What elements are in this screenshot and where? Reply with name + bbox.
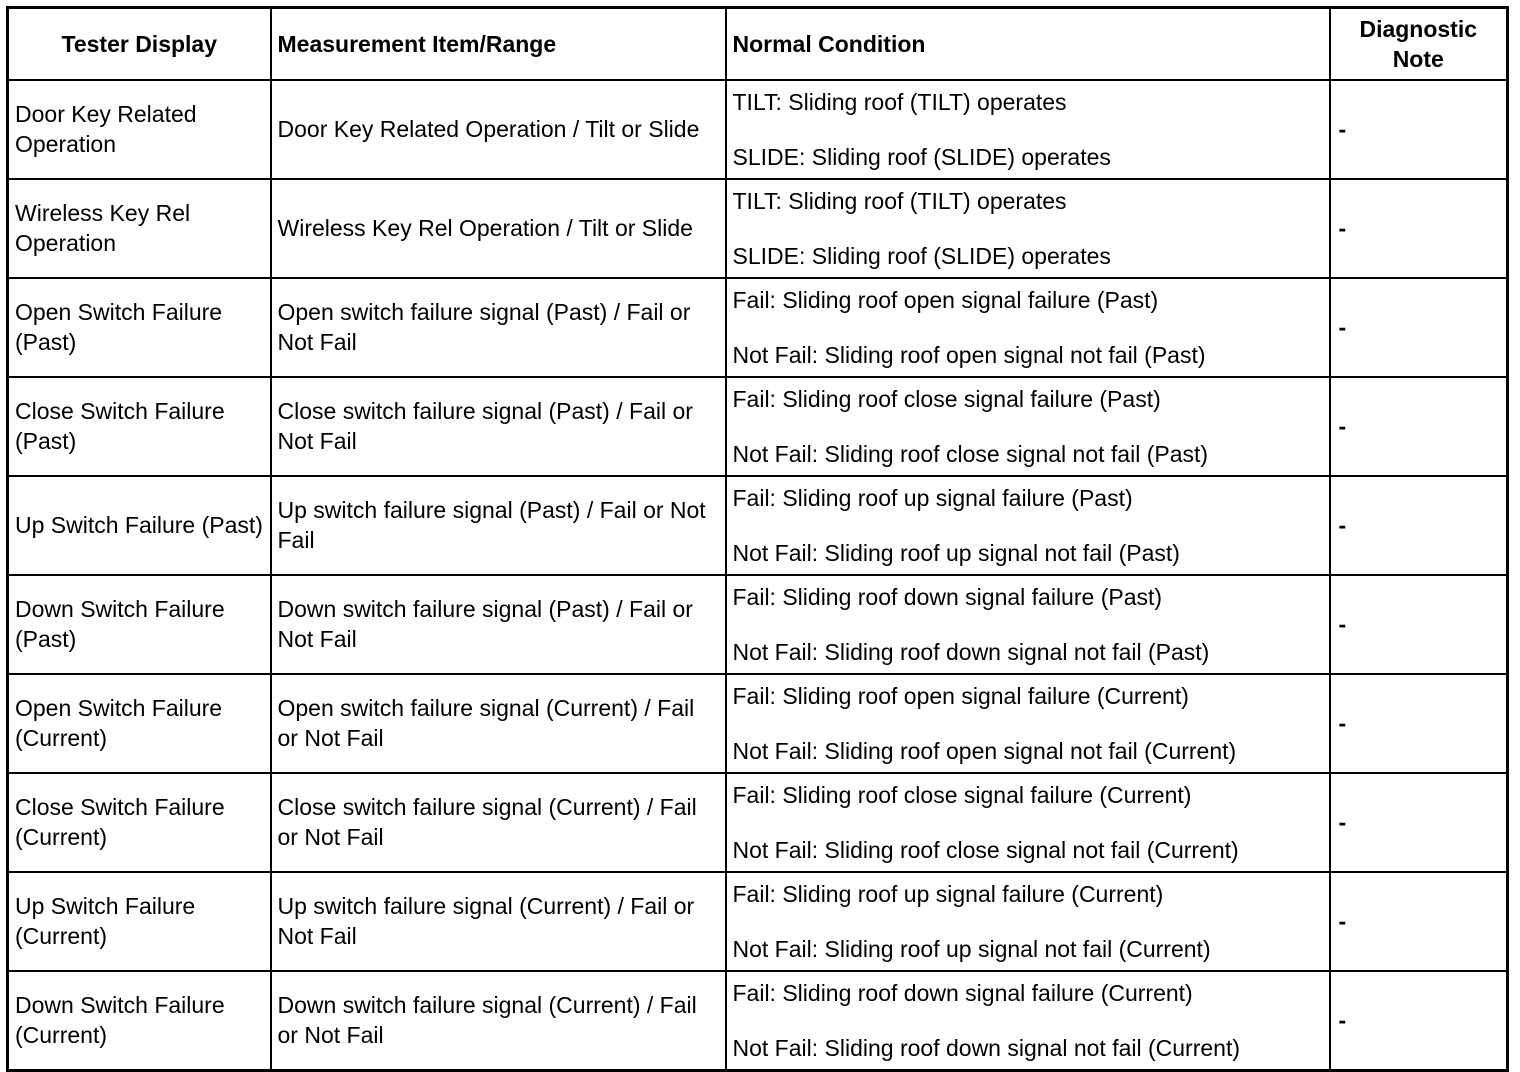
table-row [8, 575, 1508, 674]
table-row [8, 674, 1508, 773]
cell-tester-display: Up Switch Failure (Current) [8, 872, 271, 971]
header-diagnostic-note: Diagnostic Note [1330, 8, 1508, 80]
condition-line-first: TILT: Sliding roof (TILT) operates [732, 88, 1067, 115]
cell-tester-display: Door Key Related Operation [8, 80, 271, 179]
condition-line-first: Fail: Sliding roof open signal failure (Current) [732, 682, 1189, 709]
cell-measurement-item: Door Key Related Operation / Tilt or Slide [271, 80, 726, 179]
cell-diagnostic-note: - [1330, 971, 1508, 1071]
cell-measurement-item: Down switch failure signal (Past) / Fail or Not Fail [271, 575, 726, 674]
cell-measurement-item: Close switch failure signal (Current) / Fail or Not Fail [271, 773, 726, 872]
cell-diagnostic-note: - [1330, 773, 1508, 872]
cell-normal-condition [726, 179, 1330, 278]
condition-line-second: SLIDE: Sliding roof (SLIDE) operates [732, 242, 1111, 269]
table-row [8, 971, 1508, 1071]
cell-tester-display: Down Switch Failure (Past) [8, 575, 271, 674]
cell-tester-display: Close Switch Failure (Past) [8, 377, 271, 476]
condition-line-second: Not Fail: Sliding roof up signal not fail (Past) [732, 539, 1180, 566]
cell-measurement-item: Open switch failure signal (Past) / Fail or Not Fail [271, 278, 726, 377]
table-row [8, 80, 1508, 179]
cell-diagnostic-note: - [1330, 476, 1508, 575]
condition-line-second: Not Fail: Sliding roof close signal not fail (Current) [732, 836, 1239, 863]
cell-tester-display: Up Switch Failure (Past) [8, 476, 271, 575]
cell-normal-condition [726, 377, 1330, 476]
header-normal-condition: Normal Condition [726, 8, 1330, 80]
cell-measurement-item: Close switch failure signal (Past) / Fail or Not Fail [271, 377, 726, 476]
cell-normal-condition [726, 278, 1330, 377]
table-body [8, 80, 1508, 1071]
cell-tester-display: Wireless Key Rel Operation [8, 179, 271, 278]
header-row [8, 8, 1508, 80]
cell-measurement-item: Wireless Key Rel Operation / Tilt or Slide [271, 179, 726, 278]
cell-normal-condition [726, 872, 1330, 971]
cell-diagnostic-note: - [1330, 80, 1508, 179]
condition-line-first: Fail: Sliding roof down signal failure (Current) [732, 979, 1193, 1006]
cell-normal-condition [726, 773, 1330, 872]
condition-line-second: Not Fail: Sliding roof down signal not fail (Current) [732, 1034, 1241, 1061]
cell-diagnostic-note: - [1330, 674, 1508, 773]
condition-line-second: Not Fail: Sliding roof open signal not fail (Current) [732, 737, 1237, 764]
table-row [8, 476, 1508, 575]
condition-line-second: Not Fail: Sliding roof close signal not fail (Past) [732, 440, 1209, 467]
header-tester-display: Tester Display [8, 8, 271, 80]
condition-line-second: Not Fail: Sliding roof open signal not fail (Past) [732, 341, 1206, 368]
cell-tester-display: Down Switch Failure (Current) [8, 971, 271, 1071]
cell-diagnostic-note: - [1330, 377, 1508, 476]
cell-normal-condition [726, 674, 1330, 773]
cell-tester-display: Open Switch Failure (Past) [8, 278, 271, 377]
data-list-table [6, 6, 1509, 1072]
cell-measurement-item: Up switch failure signal (Past) / Fail or Not Fail [271, 476, 726, 575]
condition-line-second: SLIDE: Sliding roof (SLIDE) operates [732, 143, 1111, 170]
data-list-table-container [6, 6, 1506, 1061]
condition-line-second: Not Fail: Sliding roof down signal not fail (Past) [732, 638, 1210, 665]
table-row [8, 179, 1508, 278]
condition-line-first: Fail: Sliding roof up signal failure (Past) [732, 484, 1133, 511]
condition-line-first: Fail: Sliding roof up signal failure (Current) [732, 880, 1164, 907]
cell-tester-display: Close Switch Failure (Current) [8, 773, 271, 872]
cell-diagnostic-note: - [1330, 179, 1508, 278]
cell-diagnostic-note: - [1330, 872, 1508, 971]
cell-normal-condition [726, 971, 1330, 1071]
cell-normal-condition [726, 80, 1330, 179]
condition-line-first: Fail: Sliding roof close signal failure (Current) [732, 781, 1192, 808]
table-row [8, 377, 1508, 476]
header-measurement-item: Measurement Item/Range [271, 8, 726, 80]
cell-measurement-item: Up switch failure signal (Current) / Fail or Not Fail [271, 872, 726, 971]
cell-normal-condition [726, 575, 1330, 674]
cell-diagnostic-note: - [1330, 278, 1508, 377]
table-row [8, 278, 1508, 377]
condition-line-first: Fail: Sliding roof close signal failure (Past) [732, 385, 1161, 412]
table-header [8, 8, 1508, 80]
cell-measurement-item: Down switch failure signal (Current) / Fail or Not Fail [271, 971, 726, 1071]
table-row [8, 773, 1508, 872]
condition-line-first: Fail: Sliding roof open signal failure (Past) [732, 286, 1159, 313]
condition-line-first: TILT: Sliding roof (TILT) operates [732, 187, 1067, 214]
cell-tester-display: Open Switch Failure (Current) [8, 674, 271, 773]
cell-measurement-item: Open switch failure signal (Current) / Fail or Not Fail [271, 674, 726, 773]
condition-line-first: Fail: Sliding roof down signal failure (Past) [732, 583, 1163, 610]
condition-line-second: Not Fail: Sliding roof up signal not fail (Current) [732, 935, 1211, 962]
cell-normal-condition [726, 476, 1330, 575]
table-row [8, 872, 1508, 971]
cell-diagnostic-note: - [1330, 575, 1508, 674]
